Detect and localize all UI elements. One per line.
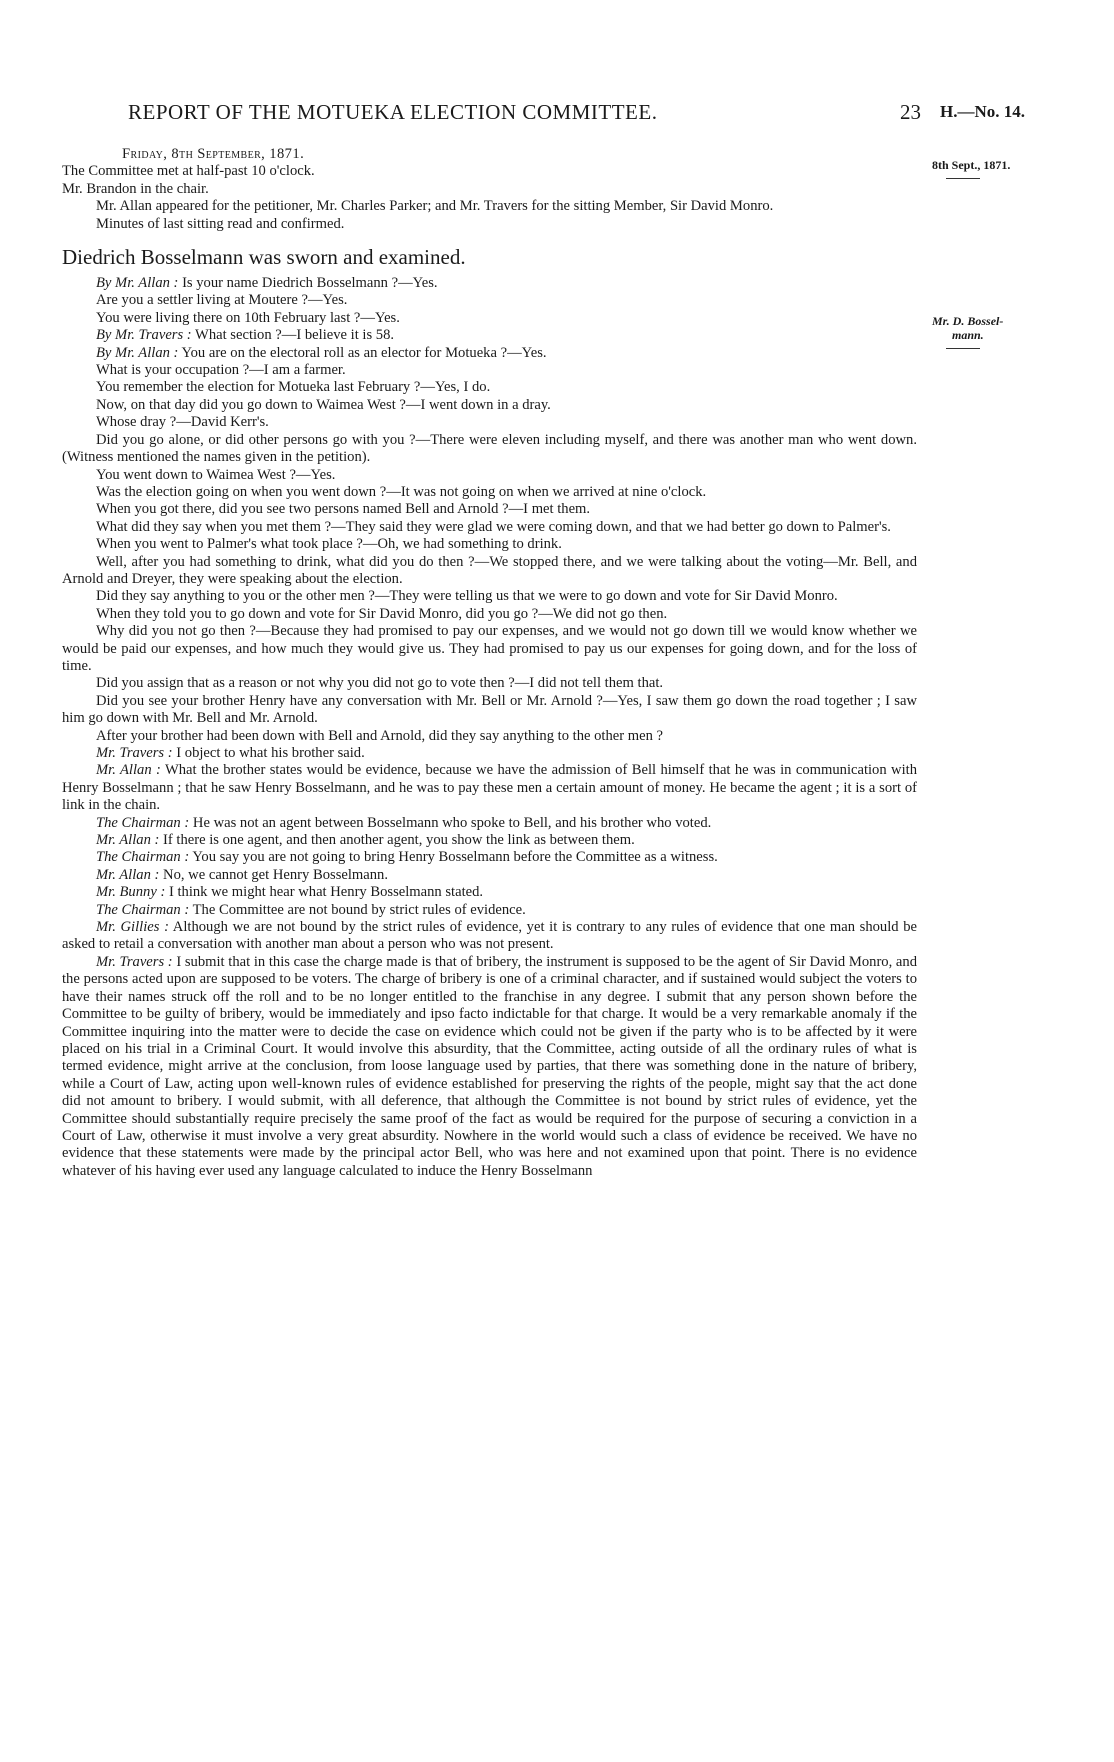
speaker-label: The Chairman : (96, 849, 190, 866)
testimony-paragraph (62, 867, 917, 884)
paragraph-text: After your brother had been down with Bell and Arnold, did they say anything to the other men ? (96, 727, 663, 744)
speaker-label: By Mr. Allan : (96, 344, 179, 361)
paragraph-text: He was not an agent between Bosselmann who spoke to Bell, and his brother who voted. (189, 814, 712, 831)
paragraph-text: Why did you not go then ?—Because they had promised to pay our expenses, and we would not go down till we would know whether we would be paid our expenses, and how much they would give us. They had promised to pay us our expenses for going down, and for the loss of time. (62, 623, 917, 674)
testimony-paragraph (62, 362, 917, 379)
paragraph-text: You were living there on 10th February last ?—Yes. (96, 309, 400, 326)
speaker-label: Mr. Travers : (96, 953, 173, 970)
testimony-paragraph (62, 345, 917, 362)
paragraph-text: Did you go alone, or did other persons go with you ?—There were eleven including myself, and there was another man who went down. (Witness mentioned the names given in the petition). (62, 431, 917, 466)
paragraph-text: If there is one agent, and then another agent, you show the link as between them. (159, 832, 635, 849)
margin-date-text: 8th Sept., 1871. (932, 158, 1011, 172)
testimony-paragraph (62, 484, 917, 501)
margin-note-witness (932, 314, 1052, 349)
testimony-paragraph (62, 536, 917, 553)
paragraph-text: Did they say anything to you or the other men ?—They were telling us that we were to go down and vote for Sir David Monro. (96, 588, 838, 605)
paragraph-text: I object to what his brother said. (172, 745, 365, 761)
page-header (0, 100, 1114, 130)
paragraph-text: You remember the election for Motueka last February ?—Yes, I do. (96, 379, 491, 396)
paragraph-text: I think we might hear what Henry Bosselmann stated. (165, 884, 484, 901)
margin-note-date (932, 158, 1052, 179)
speaker-label: Mr. Allan : (96, 832, 160, 849)
speaker-label: By Mr. Travers : (96, 327, 192, 344)
report-title: REPORT OF THE MOTUEKA ELECTION COMMITTEE. (128, 100, 658, 124)
paragraph-text: What did they say when you met them ?—They said they were glad we were coming down, and that we had better go down to Palmer's. (96, 518, 891, 535)
speaker-label: By Mr. Allan : (96, 275, 179, 292)
paragraph-text: Is your name Diedrich Bosselmann ?—Yes. (178, 275, 438, 292)
testimony-paragraph (62, 292, 917, 309)
appearance-line: Mr. Allan appeared for the petitioner, Mr. Charles Parker; and Mr. Travers for the sitting Member, Sir David Monro. (96, 198, 774, 215)
testimony-paragraph (62, 379, 917, 396)
testimony-paragraph (62, 275, 917, 292)
paragraph-text: When they told you to go down and vote for Sir David Monro, did you go ?—We did not go then. (96, 605, 668, 622)
speaker-label: Mr. Bunny : (96, 884, 166, 901)
testimony-paragraph (62, 606, 917, 623)
testimony-paragraph (62, 902, 917, 919)
paragraph-text: Although we are not bound by the strict rules of evidence, yet it is contrary to any rules of evidence that one man should be asked to retail a conversation with another man about a person who was not present. (62, 919, 917, 953)
speaker-label: Mr. Gillies : (96, 919, 169, 936)
speaker-label: The Chairman : (96, 901, 190, 918)
testimony-paragraph (62, 414, 917, 431)
paragraph-text: You went down to Waimea West ?—Yes. (96, 466, 336, 483)
margin-witness-line1: Mr. D. Bossel- (932, 314, 1004, 328)
testimony-paragraph (62, 762, 917, 814)
testimony-paragraph (62, 675, 917, 692)
testimony-paragraph (62, 554, 917, 589)
speaker-label: The Chairman : (96, 814, 190, 831)
speaker-label: Mr. Travers : (96, 745, 173, 761)
paragraph-text: Did you see your brother Henry have any conversation with Mr. Bell or Mr. Arnold ?—Yes, I saw them go down the road together ; I saw him go down with Mr. Bell and Mr. Arnold. (62, 692, 917, 727)
minutes-line: Minutes of last sitting read and confirmed. (96, 215, 345, 232)
witness-sworn-heading: Diedrich Bosselmann was sworn and examined. (62, 245, 466, 270)
document-code: H.—No. 14. (940, 102, 1025, 121)
testimony-paragraph (62, 832, 917, 849)
paragraph-text: I submit that in this case the charge made is that of bribery, the instrument is supposed to be the agent of Sir David Monro, and the persons acted upon are supposed to be voters. The charge of bribery is one of a criminal character, and if sustained would subject the voters to have their names struck off the roll and to be no longer entitled to the franchise in any degree. I submit that any person shown before the Committee to be guilty of bribery, would be immediately and ipso facto indictable for that charge. It would be a very remarkable anomaly if the Committee inquiring into the matter were to decide the case on evidence which could not be given if the party who is to be affected by it were placed on his trial in a Criminal Court. It would involve this absurdity, that the Committee, acting outside of all the ordinary rules of what is termed evidence, might arrive at the conclusion, from loose language used by parties, that there was something done in the nature of bribery, while a Court of Law, acting upon well-known rules of evidence established for preserving the rights of the people, might say that the act done did not amount to bribery. I would submit, with all deference, that although the Committee is not bound by strict rules of evidence, yet the Committee should substantially require precisely the same proof of the fact as would be required for the purpose of securing a conviction in a Court of Law, otherwise it must involve a very great absurdity. Nowhere in the world would such a class of evidence be received. We have no evidence that these statements were made by the principal actor Bell, who was here and not examined upon that point. There is no evidence whatever of his having ever used any language calculated to induce the Henry Bosselmann (62, 953, 917, 1179)
chair-line: Mr. Brandon in the chair. (62, 180, 209, 197)
paragraph-text: What section ?—I believe it is 58. (191, 327, 395, 344)
margin-rule (946, 348, 980, 349)
testimony-paragraph (62, 728, 917, 745)
sitting-date: Friday, 8th September, 1871. (122, 146, 305, 162)
speaker-label: Mr. Allan : (96, 762, 161, 779)
testimony-paragraph (62, 623, 917, 675)
testimony-paragraph (62, 588, 917, 605)
paragraph-text: Well, after you had something to drink, what did you do then ?—We stopped there, and we were talking about the voting—Mr. Bell, and Arnold and Dreyer, they were speaking about the election. (62, 553, 917, 587)
paragraph-text: Are you a settler living at Moutere ?—Yes. (96, 292, 348, 309)
paragraph-text: What the brother states would be evidence, because we have the admission of Bell himself that he was in communication with Henry Bosselmann ; that he saw Henry Bosselmann, and he was to pay these men a certain amount of money. He became the agent ; it is a sort of link in the chain. (62, 762, 917, 814)
testimony-paragraph (62, 501, 917, 518)
testimony-paragraph (62, 693, 917, 728)
body-text (62, 146, 917, 1180)
paragraph-text: No, we cannot get Henry Bosselmann. (159, 866, 388, 883)
testimony-paragraph (62, 815, 917, 832)
paragraph-text: When you got there, did you see two persons named Bell and Arnold ?—I met them. (96, 501, 591, 518)
margin-witness-line2: mann. (952, 328, 984, 342)
testimony-paragraph (62, 745, 917, 762)
paragraph-text: You are on the electoral roll as an elector for Motueka ?—Yes. (178, 344, 547, 361)
committee-met: The Committee met at half-past 10 o'clock. (62, 163, 315, 180)
paragraph-text: Whose dray ?—David Kerr's. (96, 414, 269, 431)
paragraph-text: Did you assign that as a reason or not why you did not go to vote then ?—I did not tell them that. (96, 675, 664, 692)
testimony-paragraph (62, 519, 917, 536)
testimony-paragraph (62, 884, 917, 901)
testimony-paragraph (62, 327, 917, 344)
paragraph-text: Was the election going on when you went down ?—It was not going on when we arrived at nine o'clock. (96, 483, 707, 500)
page-number: 23 (900, 100, 921, 124)
speaker-label: Mr. Allan : (96, 866, 160, 883)
testimony-paragraph (62, 397, 917, 414)
testimony (62, 275, 917, 1180)
testimony-paragraph (62, 310, 917, 327)
testimony-paragraph (62, 432, 917, 467)
testimony-paragraph (62, 467, 917, 484)
testimony-paragraph (62, 919, 917, 954)
paragraph-text: What is your occupation ?—I am a farmer. (96, 362, 346, 379)
margin-rule (946, 178, 980, 179)
testimony-paragraph (62, 954, 917, 1180)
paragraph-text: The Committee are not bound by strict rules of evidence. (189, 901, 526, 918)
paragraph-text: When you went to Palmer's what took place ?—Oh, we had something to drink. (96, 536, 562, 553)
paragraph-text: You say you are not going to bring Henry Bosselmann before the Committee as a witness. (189, 849, 718, 866)
paragraph-text: Now, on that day did you go down to Waimea West ?—I went down in a dray. (96, 396, 551, 413)
testimony-paragraph (62, 849, 917, 866)
